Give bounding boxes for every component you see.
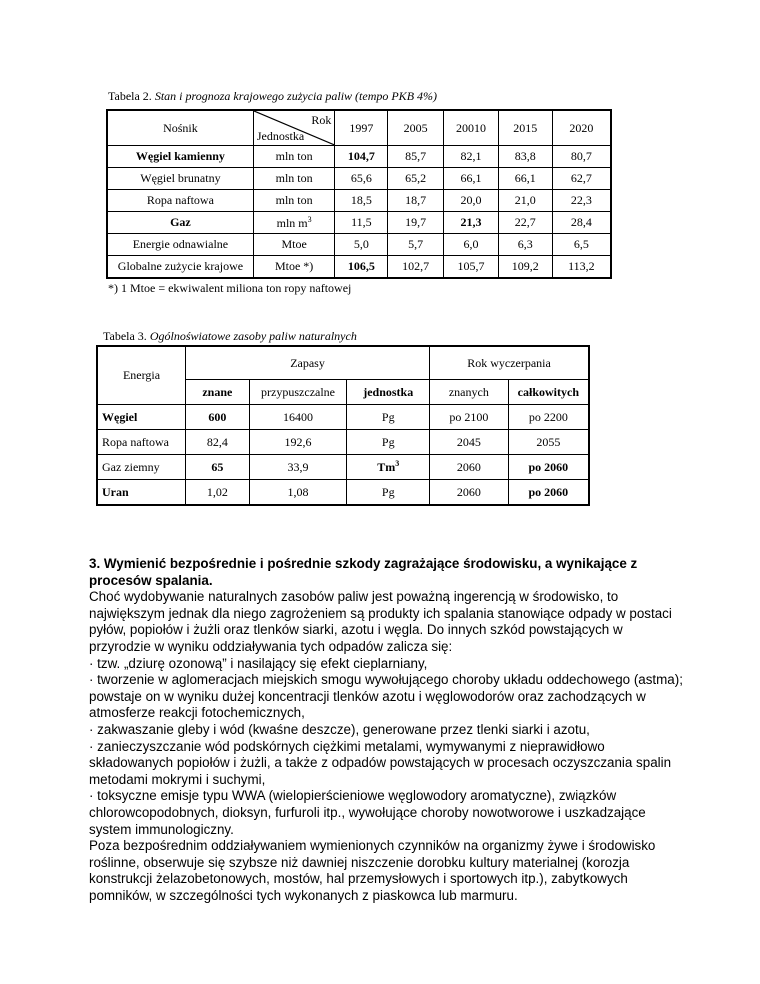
table2-value: 6,0 <box>444 234 499 256</box>
table2-value: 113,2 <box>552 256 611 279</box>
table2-value: 5,7 <box>388 234 444 256</box>
table-row <box>107 146 611 168</box>
table3-header-row <box>97 346 589 380</box>
table2-year: 1997 <box>335 110 388 146</box>
table3-subheader: znanych <box>430 380 509 405</box>
table2-value: 18,5 <box>335 190 388 212</box>
table2-value: 66,1 <box>444 168 499 190</box>
table-row <box>107 256 611 279</box>
table3-header-zapasy: Zapasy <box>186 346 430 380</box>
table-row <box>107 234 611 256</box>
paragraph: Poza bezpośrednim oddziaływaniem wymienionych czynników na organizmy żywe i środowisko roślinne, obserwuje się szybsze niż dawniej niszczenie dorobku kultury materialnej (korozja konstrukcji żelazobetonowych, mostów, hal przemysłowych i sportowych itp.), zabytkowych pomników, w szczególności tych wykonanych z piaskowca lub marmuru. <box>89 838 656 903</box>
table2-value: 109,2 <box>498 256 552 279</box>
table2-caption <box>108 89 437 104</box>
table2-value: 21,0 <box>498 190 552 212</box>
table2-nosnik: Gaz <box>107 212 253 234</box>
section3 <box>89 556 685 904</box>
table2-value: 105,7 <box>444 256 499 279</box>
table2-nosnik: Węgiel kamienny <box>107 146 253 168</box>
table3-calkowitych: 2055 <box>508 430 589 455</box>
table2-value: 6,5 <box>552 234 611 256</box>
table-row <box>97 480 589 506</box>
table3-znane: 65 <box>186 455 250 480</box>
table2-footnote: *) 1 Mtoe = ekwiwalent miliona ton ropy naftowej <box>108 281 352 295</box>
table3-znanych: 2060 <box>430 455 509 480</box>
table2-nosnik: Ropa naftowa <box>107 190 253 212</box>
table3-unit-base: Tm <box>377 460 396 474</box>
table2-value: 6,3 <box>498 234 552 256</box>
table3-unit-sup: 3 <box>395 459 400 468</box>
table2-value: 102,7 <box>388 256 444 279</box>
table3-unit: Pg <box>347 480 430 506</box>
list-item: · toksyczne emisje typu WWA (wielopierścieniowe węglowodory aromatyczne), związków chlorowcopodobnych, dioksyn, furfuroli itp., wywołujące choroby nowotworowe i uszkadzające system immunologiczny. <box>89 788 646 837</box>
table3-unit: Pg <box>347 430 430 455</box>
table3-calkowitych: po 2060 <box>508 480 589 506</box>
table2-nosnik: Węgiel brunatny <box>107 168 253 190</box>
table2-value: 80,7 <box>552 146 611 168</box>
table3-znanych: 2060 <box>430 480 509 506</box>
table3-caption <box>103 329 357 344</box>
table2-unit: mln ton <box>253 168 335 190</box>
table3-header-energia: Energia <box>97 346 186 405</box>
table2-value: 28,4 <box>552 212 611 234</box>
table3-subheader: jednostka <box>347 380 430 405</box>
table2-year: 2020 <box>552 110 611 146</box>
table3-znanych: 2045 <box>430 430 509 455</box>
table2-value: 82,1 <box>444 146 499 168</box>
table2-value: 5,0 <box>335 234 388 256</box>
table3-subheader: znane <box>186 380 250 405</box>
table3-caption-title: Ogólnoświatowe zasoby paliw naturalnych <box>149 329 357 343</box>
table2-unit-base: mln m <box>276 215 308 230</box>
table2-header-nosnik: Nośnik <box>107 110 253 146</box>
table3-caption-prefix: Tabela 3. <box>103 329 147 343</box>
table2-value: 65,2 <box>388 168 444 190</box>
table3-przypuszczalne: 16400 <box>249 405 347 430</box>
table2-value: 20,0 <box>444 190 499 212</box>
table2-header-rok: Rok <box>311 113 332 127</box>
list-item: · zanieczyszczanie wód podskórnych ciężkimi metalami, wymywanymi z nieprawidłowo składowanych popiołów i żużli, a także z odpadów powstających w procesach oczyszczania spalin metodami mokrymi i suchymi, <box>89 738 672 787</box>
table-row <box>97 405 589 430</box>
table2-nosnik: Globalne zużycie krajowe <box>107 256 253 279</box>
table3-subheader: całkowitych <box>508 380 589 405</box>
table2-year: 2005 <box>388 110 444 146</box>
table2-nosnik: Energie odnawialne <box>107 234 253 256</box>
table3-przypuszczalne: 1,08 <box>249 480 347 506</box>
table2-value: 62,7 <box>552 168 611 190</box>
list-item: · tworzenie w aglomeracjach miejskich smogu wywołującego choroby układu oddechowego (astma); powstaje on w wyniku dużej koncentracji tlenków azotu i węglowodorów oraz zachodzących w atmosferze reakcji fotochemicznych, <box>89 672 683 721</box>
table2-unit <box>253 212 335 234</box>
table-row <box>107 168 611 190</box>
paragraph: Choć wydobywanie naturalnych zasobów paliw jest poważną ingerencją w środowisko, to największym jednak dla niego zagrożeniem są produkty ich spalania stanowiące odpady w postaci pyłów, popiołów i żużli oraz tlenków siarki, azotu i węgla. Do innych szkód powstających w przyrodzie w wyniku oddziaływania tych odpadów zalicza się: <box>89 589 672 654</box>
table3-unit <box>347 455 430 480</box>
table2-value: 83,8 <box>498 146 552 168</box>
table2-unit-sup: 3 <box>307 214 312 224</box>
table-row <box>97 455 589 480</box>
table-row <box>107 190 611 212</box>
table2-value: 22,3 <box>552 190 611 212</box>
table2-value: 106,5 <box>335 256 388 279</box>
table2-value: 19,7 <box>388 212 444 234</box>
list-item: · tzw. „dziurę ozonową” i nasilający się efekt cieplarniany, <box>89 655 428 671</box>
table2-header-rok-jednostka <box>253 110 335 146</box>
table2 <box>106 109 612 279</box>
table2-unit: Mtoe <box>253 234 335 256</box>
table2-year: 2015 <box>498 110 552 146</box>
table2-value: 18,7 <box>388 190 444 212</box>
table3-znane: 82,4 <box>186 430 250 455</box>
table2-value: 85,7 <box>388 146 444 168</box>
table2-unit: mln ton <box>253 146 335 168</box>
table3-energia: Węgiel <box>97 405 186 430</box>
table2-value: 104,7 <box>335 146 388 168</box>
table3-znane: 1,02 <box>186 480 250 506</box>
table3-przypuszczalne: 192,6 <box>249 430 347 455</box>
table2-unit: mln ton <box>253 190 335 212</box>
table3-znanych: po 2100 <box>430 405 509 430</box>
table2-unit: Mtoe *) <box>253 256 335 279</box>
table2-year: 20010 <box>444 110 499 146</box>
table3-znane: 600 <box>186 405 250 430</box>
list-item: · zakwaszanie gleby i wód (kwaśne deszcze), generowane przez tlenki siarki i azotu, <box>89 721 590 737</box>
table2-value: 66,1 <box>498 168 552 190</box>
table3-energia: Gaz ziemny <box>97 455 186 480</box>
table2-value: 21,3 <box>444 212 499 234</box>
table2-value: 65,6 <box>335 168 388 190</box>
table2-header-row <box>107 110 611 146</box>
table3 <box>96 345 590 506</box>
table3-header-rok-wyczerpania: Rok wyczerpania <box>430 346 589 380</box>
table3-energia: Uran <box>97 480 186 506</box>
table3-przypuszczalne: 33,9 <box>249 455 347 480</box>
table3-unit: Pg <box>347 405 430 430</box>
table3-calkowitych: po 2200 <box>508 405 589 430</box>
table-row <box>107 212 611 234</box>
table2-header-jednostka: Jednostka <box>256 129 305 143</box>
table3-subheader: przypuszczalne <box>249 380 347 405</box>
table2-caption-title: Stan i prognoza krajowego zużycia paliw (tempo PKB 4%) <box>154 89 438 103</box>
table2-caption-prefix: Tabela 2. <box>108 89 152 103</box>
table-row <box>97 430 589 455</box>
table2-value: 11,5 <box>335 212 388 234</box>
table3-calkowitych: po 2060 <box>508 455 589 480</box>
section3-heading: 3. Wymienić bezpośrednie i pośrednie szkody zagrażające środowisku, a wynikające z procesów spalania. <box>89 556 638 588</box>
table2-value: 22,7 <box>498 212 552 234</box>
table3-energia: Ropa naftowa <box>97 430 186 455</box>
